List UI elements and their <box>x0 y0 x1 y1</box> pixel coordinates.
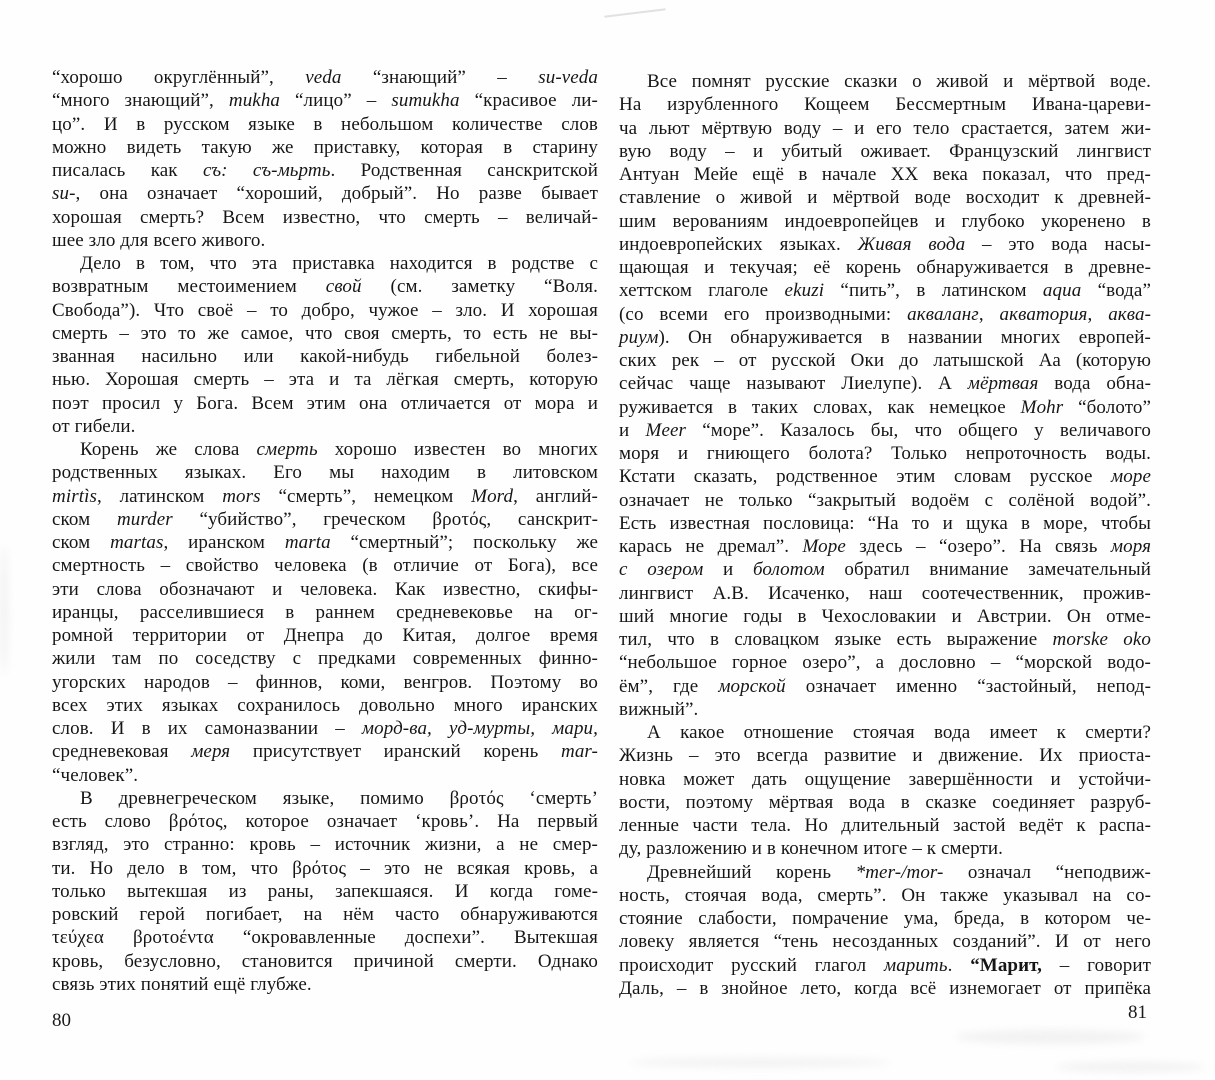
body-text: ставление о живой и мёртвой воде восходит к древней- <box>619 187 1151 209</box>
text-line <box>52 206 598 229</box>
body-text: вости, поэтому мёртвая вода в сказке соединяет разруб- <box>619 791 1151 813</box>
emphasized-text: mukha <box>228 90 281 112</box>
body-text: . Родственная санскритской <box>330 160 598 181</box>
body-text: вую воду – и убитый оживает. Французский лингвист <box>619 140 1151 162</box>
body-text: , <box>1087 303 1109 325</box>
emphasized-text: sumukha <box>391 90 460 112</box>
body-text: , <box>978 303 1000 325</box>
emphasized-text: Meer <box>645 419 687 441</box>
text-line <box>619 582 1151 605</box>
body-text: есть слово βρότος, которое означает ‘кровь’. На первый <box>52 811 598 832</box>
emphasized-text: aqua <box>1042 280 1082 302</box>
body-text: и <box>703 559 754 581</box>
body-text: ромной территории от Днепра до Китая, долгое время <box>52 625 598 646</box>
body-text: смерть – это то же самое, что своя смерть, то есть не вы- <box>52 322 598 344</box>
body-text: хорошая смерть? Всем известно, что смерть – величай- <box>52 206 598 228</box>
text-line <box>619 558 1151 581</box>
body-text: “знающий” – <box>341 67 539 88</box>
body-text: моря и гниющего болота? Только непроточность воды. <box>619 443 1151 464</box>
text-line <box>52 903 598 926</box>
emphasized-text: mirtìs <box>52 485 97 507</box>
text-line <box>619 721 1151 744</box>
text-line <box>619 791 1151 814</box>
text-line <box>619 303 1151 326</box>
text-line <box>619 70 1151 93</box>
text-line <box>52 89 598 112</box>
body-text: На изрубленного Кощеем Бессмертным Ивана-цареви- <box>619 94 1151 116</box>
body-text: эти слова обозначают и человека. Как известно, скифы- <box>52 578 598 600</box>
text-line <box>52 182 598 205</box>
text-line <box>52 113 598 136</box>
body-text: связь этих понятий ещё глубже. <box>52 973 312 995</box>
body-text: нью. Хорошая смерть – эта и та лёгкая смерть, которую <box>52 369 598 391</box>
body-text: ском <box>52 508 117 530</box>
emphasized-text: murder <box>116 508 173 530</box>
body-text: хорошо известен во многих <box>317 439 598 460</box>
page-number-right: 81 <box>1128 1002 1147 1023</box>
body-text: “море”. Казалось бы, что общего у величавого <box>686 419 1151 441</box>
body-text: “пить”, в латинском <box>824 280 1043 302</box>
text-line <box>52 950 598 973</box>
emphasized-text: моря <box>1110 536 1152 557</box>
text-line <box>619 442 1151 465</box>
emphasized-text: veda <box>305 67 342 88</box>
body-text: Есть известная пословица: “На то и щука в море, чтобы <box>619 512 1151 534</box>
text-line <box>52 880 598 903</box>
body-text: “хорошо округлённый”, <box>52 67 306 88</box>
text-line <box>619 512 1151 535</box>
body-text: ском <box>52 532 111 553</box>
body-text: новка может дать ощущение завершённости и устойчи- <box>619 768 1151 790</box>
body-text: иранцы, расселившиеся в раннем средневековье на ог- <box>52 601 598 623</box>
scan-smudge <box>630 1058 890 1067</box>
text-line <box>52 508 598 531</box>
body-text: ём”, где <box>619 675 719 697</box>
body-text: ти. Но дело в том, что βρότος – это не всякая кровь, а <box>52 857 598 879</box>
body-text: А какое отношение стоячая вода имеет к смерти? <box>647 722 1151 743</box>
text-line <box>619 628 1151 651</box>
body-text: лингвист А.В. Исаченко, наш соотечественник, прожив- <box>619 582 1151 604</box>
text-line <box>619 372 1151 395</box>
body-text: присутствует иранский корень <box>230 741 562 763</box>
text-line <box>52 554 598 577</box>
scan-smudge <box>1055 1062 1205 1072</box>
body-text: смертность – свойство человека (в отличие от Бога), все <box>52 555 598 577</box>
text-line <box>52 740 598 763</box>
body-text: писалась как <box>52 160 203 181</box>
text-line <box>52 671 598 694</box>
text-line <box>52 810 598 833</box>
emphasized-text: смерть <box>256 439 318 460</box>
text-line <box>619 884 1151 907</box>
text-line <box>52 299 598 322</box>
text-line <box>619 93 1151 116</box>
body-text: можно видеть такую же приставку, которая в старину <box>52 136 598 158</box>
text-line <box>619 349 1151 372</box>
body-text: щающая и текучая; её корень обнаруживается в древне- <box>619 257 1151 278</box>
emphasized-text: morske oko <box>1052 629 1151 650</box>
text-line <box>619 210 1151 233</box>
text-line <box>619 861 1151 884</box>
body-text: Кстати сказать, родственное этим словам русское <box>619 466 1112 488</box>
text-line <box>52 926 598 949</box>
page-number-left: 80 <box>52 1010 71 1031</box>
body-text: кровь, безусловно, становится причиной смерти. Однако <box>52 950 598 972</box>
emphasized-text: риум <box>619 326 659 348</box>
text-line <box>619 977 1151 1000</box>
text-line <box>52 322 598 345</box>
text-line <box>52 136 598 159</box>
body-text: – говорит <box>1042 954 1151 976</box>
body-text: Корень же слова <box>80 439 257 460</box>
body-text: “вода” <box>1081 280 1151 302</box>
text-line <box>619 233 1151 256</box>
body-text: “лицо” – <box>280 90 392 112</box>
body-text: тил, что в словацком языке есть выражение <box>619 629 1053 650</box>
body-text: только вытекшая из раны, запекшаяся. И когда гоме- <box>52 880 598 902</box>
text-line <box>52 461 598 484</box>
body-text: “убийство”, греческом βροτός, санскрит- <box>172 508 598 530</box>
emphasized-text: Mord <box>471 485 514 507</box>
body-text: возвратным местоимением <box>52 276 326 298</box>
body-text: , англий- <box>513 485 598 507</box>
body-text: “смертный”; поскольку же <box>330 532 599 553</box>
scan-smudge <box>0 545 8 675</box>
emphasized-text: Живая вода <box>857 233 966 255</box>
body-text: поэт просил у Бога. Всем этим она отличается от мора и <box>52 392 598 414</box>
emphasized-text: *mer-/mor- <box>855 861 944 883</box>
body-text: вижный”. <box>619 698 699 720</box>
text-line <box>619 698 1151 721</box>
emphasized-text: съ: съ-мьрть <box>202 160 331 181</box>
text-line <box>619 396 1151 419</box>
body-text: “смерть”, немецком <box>260 485 472 507</box>
body-text: (со всеми его производными: <box>619 303 908 325</box>
emphasized-text: mar- <box>561 741 598 763</box>
body-text: всех этих языках сохранилось довольно много иранских <box>52 694 598 716</box>
emphasized-text: море <box>1111 466 1151 488</box>
body-text: хеттском глаголе <box>619 280 785 302</box>
emphasized-text: болотом <box>753 559 825 581</box>
text-line <box>619 744 1151 767</box>
emphasized-text: марить <box>883 954 948 976</box>
body-text: слов. И в их самоназвании – <box>52 718 362 739</box>
text-line <box>52 973 598 996</box>
body-text: , иранском <box>163 532 285 553</box>
body-text: ность, стоячая вода, смерть”. Он также указывал на со- <box>619 884 1151 906</box>
emphasized-text: ekuzi <box>784 280 825 302</box>
text-line <box>52 717 598 740</box>
text-line <box>52 624 598 647</box>
body-text: обратил внимание замечательный <box>824 559 1151 581</box>
text-line <box>52 787 598 810</box>
text-line <box>52 415 598 438</box>
body-text: Даль, – в знойное лето, когда всё изнемогает от припёка <box>619 977 1151 999</box>
emphasized-text: морд-ва, уд-мурты, мари, <box>361 718 599 739</box>
body-text: Древнейший корень <box>647 861 856 883</box>
text-line <box>52 857 598 880</box>
body-text: Антуан Мейе ещё в начале XX века показал, что пред- <box>619 164 1151 185</box>
text-line <box>52 647 598 670</box>
emphasized-text: с озером <box>619 559 704 581</box>
emphasized-text: Море <box>802 536 846 557</box>
body-text: сейчас чаще называют Лиелупе). А <box>619 373 968 395</box>
text-line <box>619 186 1151 209</box>
body-text: жили там по соседству с предками современных финно- <box>52 648 598 670</box>
body-text: вода обна- <box>1038 373 1151 395</box>
text-line <box>619 651 1151 674</box>
text-line <box>619 279 1151 302</box>
body-text: , она означает “хороший, добрый”. Но разве бывает <box>75 183 598 205</box>
body-text: , латинском <box>96 485 223 507</box>
text-line <box>619 163 1151 186</box>
text-line <box>52 275 598 298</box>
text-line <box>619 489 1151 512</box>
text-line <box>52 601 598 624</box>
emphasized-text: морской <box>718 675 786 697</box>
text-line <box>52 485 598 508</box>
body-text: ровский герой погибает, на нём часто обнаруживаются <box>52 904 598 925</box>
emphasized-text: su-veda <box>538 67 599 88</box>
body-text: индоевропейских языках. <box>619 233 858 255</box>
text-line <box>619 256 1151 279</box>
text-line <box>619 326 1151 349</box>
emphasized-text: свой <box>325 276 362 298</box>
body-text: Свобода”). Что своё – то добро, чужое – зло. И хорошая <box>52 299 598 321</box>
text-line <box>619 907 1151 930</box>
text-line <box>52 764 598 787</box>
body-text: “много знающий”, <box>52 90 229 112</box>
body-text: Все помнят русские сказки о живой и мёртвой воде. <box>647 71 1151 92</box>
emphasized-text: marta <box>284 532 331 553</box>
text-line <box>52 368 598 391</box>
emphasized-text: аква- <box>1108 303 1152 325</box>
text-line <box>52 578 598 601</box>
body-text: средневековая <box>52 741 192 763</box>
body-text: шим верованиям индоевропейцев и глубоко укоренено в <box>619 210 1151 232</box>
body-text: ловеку является “тень несозданных созданий”. И от него <box>619 931 1151 953</box>
body-text: τεύχεα βροτοέντα “окровавленные доспехи”. Вытекшая <box>52 927 598 949</box>
body-text: . <box>947 954 971 976</box>
body-text: – это вода насы- <box>965 233 1151 255</box>
text-line <box>619 465 1151 488</box>
body-text: руживается в таких словах, как немецкое <box>619 396 1021 418</box>
text-line <box>619 117 1151 140</box>
emphasized-text: Mohr <box>1020 396 1064 418</box>
body-text: родственных языках. Его мы находим в литовском <box>52 462 598 484</box>
body-text: цо”. И в русском языке в небольшом количестве слов <box>52 113 598 135</box>
text-line <box>52 66 598 89</box>
body-text: происходит русский глагол <box>619 954 884 976</box>
body-text: означает именно “застойный, непод- <box>785 675 1151 697</box>
body-text: “человек”. <box>52 764 139 786</box>
emphasized-text: “Марит, <box>970 954 1043 976</box>
text-line <box>619 675 1151 698</box>
text-line <box>619 419 1151 442</box>
scan-scratch-artifact <box>604 8 666 18</box>
text-line <box>619 930 1151 953</box>
text-line <box>52 694 598 717</box>
body-text: шее зло для всего живого. <box>52 229 266 251</box>
body-text: ча льют мёртвую воду – и его тело срастается, затем жи- <box>619 117 1151 139</box>
body-text: ских рек – от русской Оки до латышской Аа (которую <box>619 350 1151 371</box>
body-text: “болото” <box>1063 396 1152 418</box>
body-text: званная насильно или какой-нибудь гибельной болез- <box>52 346 598 367</box>
body-text: стояние слабости, помрачение ума, бреда, в котором че- <box>619 908 1151 929</box>
text-line <box>52 438 598 461</box>
text-line <box>52 252 598 275</box>
body-text: (см. заметку “Воля. <box>361 276 598 298</box>
text-line <box>619 535 1151 558</box>
text-line <box>52 392 598 415</box>
text-line <box>619 814 1151 837</box>
text-line <box>52 345 598 368</box>
body-text: “небольшое горное озеро”, а дословно – “морской водо- <box>619 652 1151 674</box>
body-text: “красивое ли- <box>459 90 598 112</box>
emphasized-text: меря <box>191 741 231 763</box>
body-text: ленные части тела. Но длительный застой ведёт к распа- <box>619 815 1151 836</box>
body-text: Жизнь – это всегда развитие и движение. Их приоста- <box>619 745 1151 767</box>
body-text: означал “неподвиж- <box>943 861 1151 883</box>
page-80-text-column <box>52 66 598 996</box>
text-line <box>52 159 598 182</box>
text-line <box>619 837 1151 860</box>
emphasized-text: mors <box>222 485 261 507</box>
text-line <box>619 768 1151 791</box>
emphasized-text: мёртвая <box>967 373 1039 395</box>
text-line <box>52 229 598 252</box>
body-text: и <box>619 419 646 441</box>
text-line <box>52 833 598 856</box>
emphasized-text: martas <box>110 532 164 553</box>
body-text: ду, разложению и в конечном итоге – к смерти. <box>619 838 1004 860</box>
scan-smudge <box>955 1030 1145 1044</box>
text-line <box>619 954 1151 977</box>
body-text: здесь – “озеро”. На связь <box>845 536 1111 557</box>
emphasized-text: su- <box>52 183 76 205</box>
body-text: означает не только “закрытый водоём с солёной водой”. <box>619 489 1151 511</box>
body-text: Дело в том, что эта приставка находится в родстве с <box>80 253 598 274</box>
page-81-text-column <box>619 70 1151 1000</box>
body-text: взгляд, это странно: кровь – источник жизни, а не смер- <box>52 834 598 856</box>
body-text: угорских народов – финнов, коми, венгров. Поэтому во <box>52 671 598 693</box>
body-text: от гибели. <box>52 415 136 437</box>
body-text: карась не дремал”. <box>619 536 803 557</box>
text-line <box>619 140 1151 163</box>
text-line <box>52 531 598 554</box>
text-line <box>619 605 1151 628</box>
body-text: ший многие годы в Чехословакии и Австрии. Он отме- <box>619 605 1151 627</box>
body-text: ). Он обнаруживается в названии многих европей- <box>658 326 1151 348</box>
emphasized-text: акватория <box>999 303 1088 325</box>
emphasized-text: акваланг <box>907 303 979 325</box>
body-text: В древнегреческом языке, помимо βροτός ‘смерть’ <box>80 787 598 809</box>
